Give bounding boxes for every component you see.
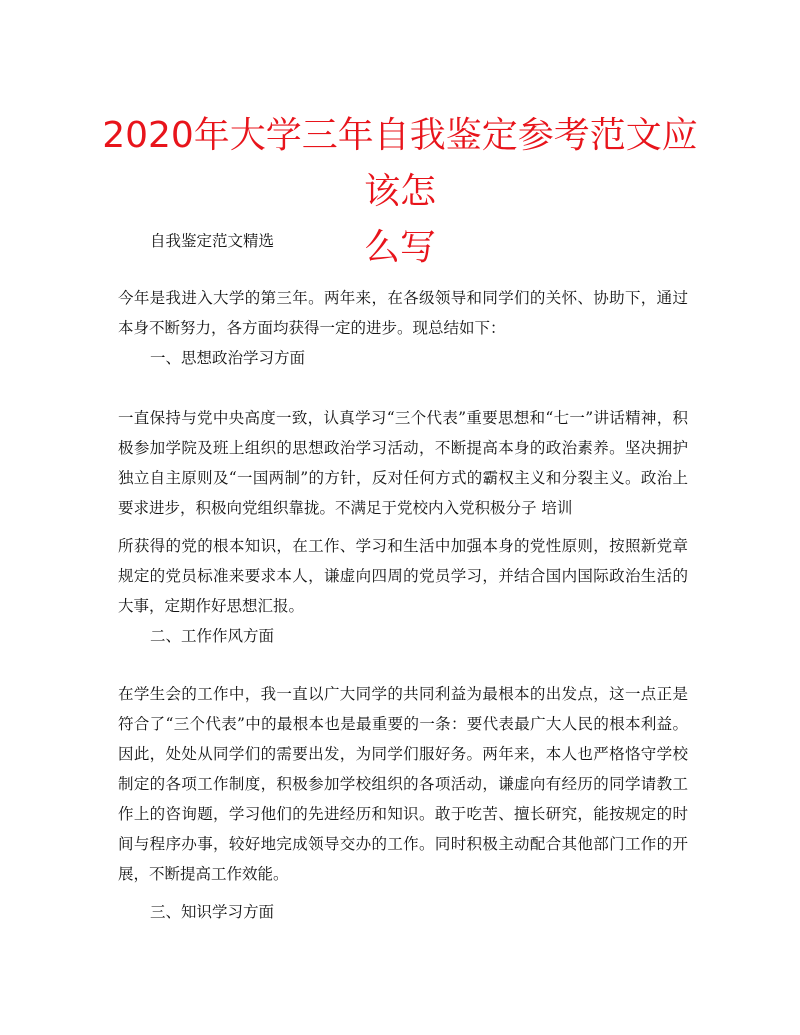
section2-line-3: 因此，处处从同学们的需要出发，为同学们服好务。两年来，本人也严格恪守学校 <box>118 745 688 763</box>
section1-line-3: 独立自主原则及“一国两制”的方针，反对任何方式的霸权主义和分裂主义。政治上 <box>118 469 688 487</box>
title-line-1: 2020年大学三年自我鉴定参考范文应该怎 <box>102 115 698 212</box>
section1-line-5: 所获得的党的根本知识，在工作、学习和生活中加强本身的党性原则，按照新党章 <box>118 537 688 555</box>
section2-line-7: 展，不断提高工作效能。 <box>118 865 289 883</box>
title-line-2: 么写 <box>363 227 436 268</box>
section1-line-6: 规定的党员标准来要求本人，谦虚向四周的党员学习，并结合国内国际政治生活的 <box>118 567 688 585</box>
intro-line-1: 今年是我进入大学的第三年。两年来，在各级领导和同学们的关怀、协助下，通过 <box>118 289 688 307</box>
section2-line-4: 制定的各项工作制度，积极参加学校组织的各项活动，谦虚向有经历的同学请教工 <box>118 775 688 793</box>
section3-heading: 三、知识学习方面 <box>150 903 275 921</box>
section1-heading: 一、思想政治学习方面 <box>150 349 306 367</box>
section1-line-1: 一直保持与党中央高度一致，认真学习“三个代表”重要思想和“七一”讲话精神，积 <box>118 409 688 427</box>
section1-line-7: 大事，定期作好思想汇报。 <box>118 597 305 615</box>
section2-line-1: 在学生会的工作中，我一直以广大同学的共同利益为最根本的出发点，这一点正是 <box>118 685 688 703</box>
section2-heading: 二、工作作风方面 <box>150 627 275 645</box>
section2-line-6: 间与程序办事，较好地完成领导交办的工作。同时积极主动配合其他部门工作的开 <box>118 835 688 853</box>
intro-line-2: 本身不断努力，各方面均获得一定的进步。现总结如下： <box>118 319 506 337</box>
section1-line-2: 极参加学院及班上组织的思想政治学习活动，不断提高本身的政治素养。坚决拥护 <box>118 439 688 457</box>
section2-line-5: 作上的咨询题，学习他们的先进经历和知识。敢于吃苦、擅长研究，能按规定的时 <box>118 805 688 823</box>
section1-line-4: 要求进步，积极向党组织靠拢。不满足于党校内入党积极分子 培训 <box>118 499 573 517</box>
subtitle: 自我鉴定范文精选 <box>150 232 275 250</box>
section2-line-2: 符合了“三个代表”中的最根本也是最重要的一条：要代表最广大人民的根本利益。 <box>118 715 688 733</box>
